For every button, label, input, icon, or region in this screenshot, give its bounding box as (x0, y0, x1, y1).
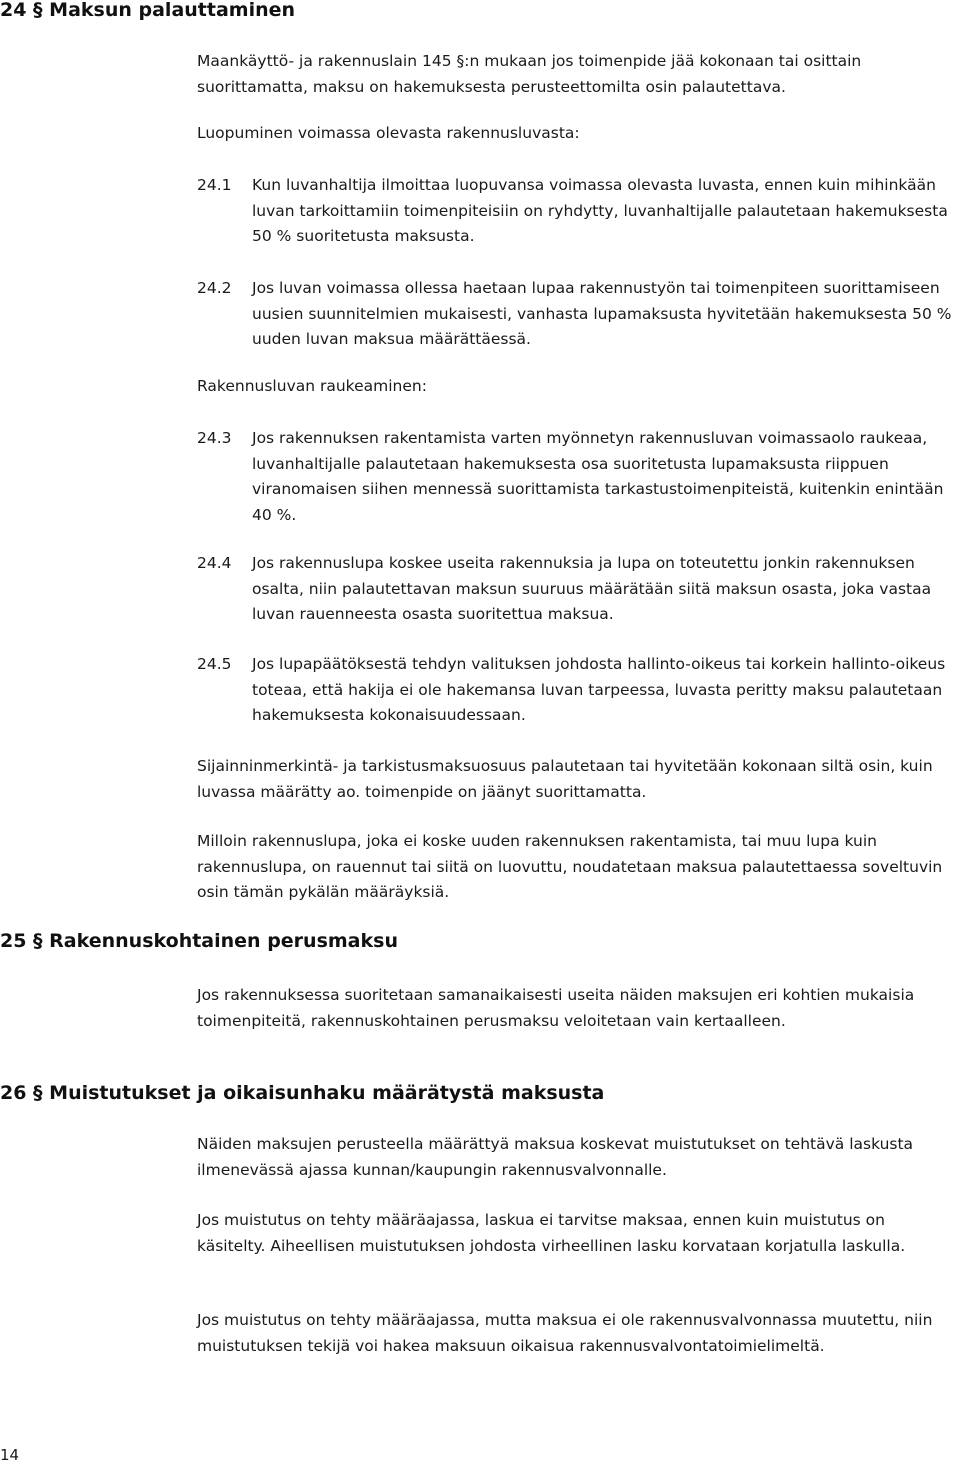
section-25-heading: 25 § Rakennuskohtainen perusmaksu (0, 930, 398, 952)
page-number: 14 (0, 1446, 20, 1464)
section-26-heading: 26 § Muistutukset ja oikaisunhaku määrätystä maksusta (0, 1082, 605, 1104)
clause-number: 24.1 (197, 176, 232, 194)
clause-24-3 (197, 426, 957, 528)
clause-text: Jos luvan voimassa ollessa haetaan lupaa rakennustyön tai toimenpiteen suorittamiseen uusien suunnitelmien mukaisesti, vanhasta lupamaksusta hyvitetään hakemuksesta 50 % uuden luvan maksua määrättäessä. (252, 279, 952, 348)
clause-24-5 (197, 652, 957, 729)
clause-text: Jos lupapäätöksestä tehdyn valituksen johdosta hallinto-oikeus tai korkein hallinto-oikeus toteaa, että hakija ei ole hakemansa luvan tarpeessa, luvasta peritty maksu palautetaan hakemuksesta kokonaisuudessaan. (252, 655, 946, 724)
section-24-intro: Maankäyttö- ja rakennuslain 145 §:n mukaan jos toimenpide jää kokonaan tai osittain suorittamatta, maksu on hakemuksesta perusteettomilta osin palautettava. (197, 52, 862, 96)
section-25-paragraph: Jos rakennuksessa suoritetaan samanaikaisesti useita näiden maksujen eri kohtien mukaisia toimenpiteitä, rakennuskohtainen perusmaksu veloitetaan vain kertaalleen. (197, 986, 915, 1030)
clause-number: 24.4 (197, 554, 232, 572)
section-24-heading: 24 § Maksun palauttaminen (0, 0, 296, 21)
section-24-paragraph-milloin: Milloin rakennuslupa, joka ei koske uuden rakennuksen rakentamista, tai muu lupa kuin rakennuslupa, on rauennut tai siitä on luovuttu, noudatetaan maksua palautettaessa soveltuvin osin tämän pykälän määräyksiä. (197, 832, 943, 901)
clause-number: 24.3 (197, 429, 232, 447)
section-26-paragraph-1: Näiden maksujen perusteella määrättyä maksua koskevat muistutukset on tehtävä laskusta ilmenevässä ajassa kunnan/kaupungin rakennusvalvonnalle. (197, 1135, 914, 1179)
clause-text: Jos rakennuksen rakentamista varten myönnetyn rakennusluvan voimassaolo raukeaa, luvanhaltijalle palautetaan hakemuksesta osa suoritetusta lupamaksusta riippuen viranomaisen siihen mennessä suorittamista tarkastustoimenpiteistä, kuitenkin enintään 40 %. (252, 429, 944, 524)
clause-24-1 (197, 173, 957, 250)
section-24-paragraph-sijainti: Sijainninmerkintä- ja tarkistusmaksuosuus palautetaan tai hyvitetään kokonaan siltä osin, kuin luvassa määrätty ao. toimenpide on jäänyt suorittamatta. (197, 757, 933, 801)
subheading-luopuminen: Luopuminen voimassa olevasta rakennusluvasta: (197, 124, 580, 142)
subheading-raukeaminen: Rakennusluvan raukeaminen: (197, 377, 427, 395)
clause-number: 24.5 (197, 655, 232, 673)
clause-number: 24.2 (197, 279, 232, 297)
clause-text: Kun luvanhaltija ilmoittaa luopuvansa voimassa olevasta luvasta, ennen kuin mihinkään luvan tarkoittamiin toimenpiteisiin on ryhdytty, luvanhaltijalle palautetaan hakemuksesta 50 % suoritetusta maksusta. (252, 176, 948, 245)
section-26-paragraph-2: Jos muistutus on tehty määräajassa, laskua ei tarvitse maksaa, ennen kuin muistutus on käsitelty. Aiheellisen muistutuksen johdosta virheellinen lasku korvataan korjatulla laskulla. (197, 1211, 906, 1255)
clause-text: Jos rakennuslupa koskee useita rakennuksia ja lupa on toteutettu jonkin rakennuksen osalta, niin palautettavan maksun suuruus määrätään siitä maksun osasta, joka vastaa luvan rauenneesta osasta suoritettua maksua. (252, 554, 932, 623)
section-26-paragraph-3: Jos muistutus on tehty määräajassa, mutta maksua ei ole rakennusvalvonnassa muutettu, niin muistutuksen tekijä voi hakea maksuun oikaisua rakennusvalvontatoimielimeltä. (197, 1311, 933, 1355)
clause-24-4 (197, 551, 957, 628)
clause-24-2 (197, 276, 957, 353)
